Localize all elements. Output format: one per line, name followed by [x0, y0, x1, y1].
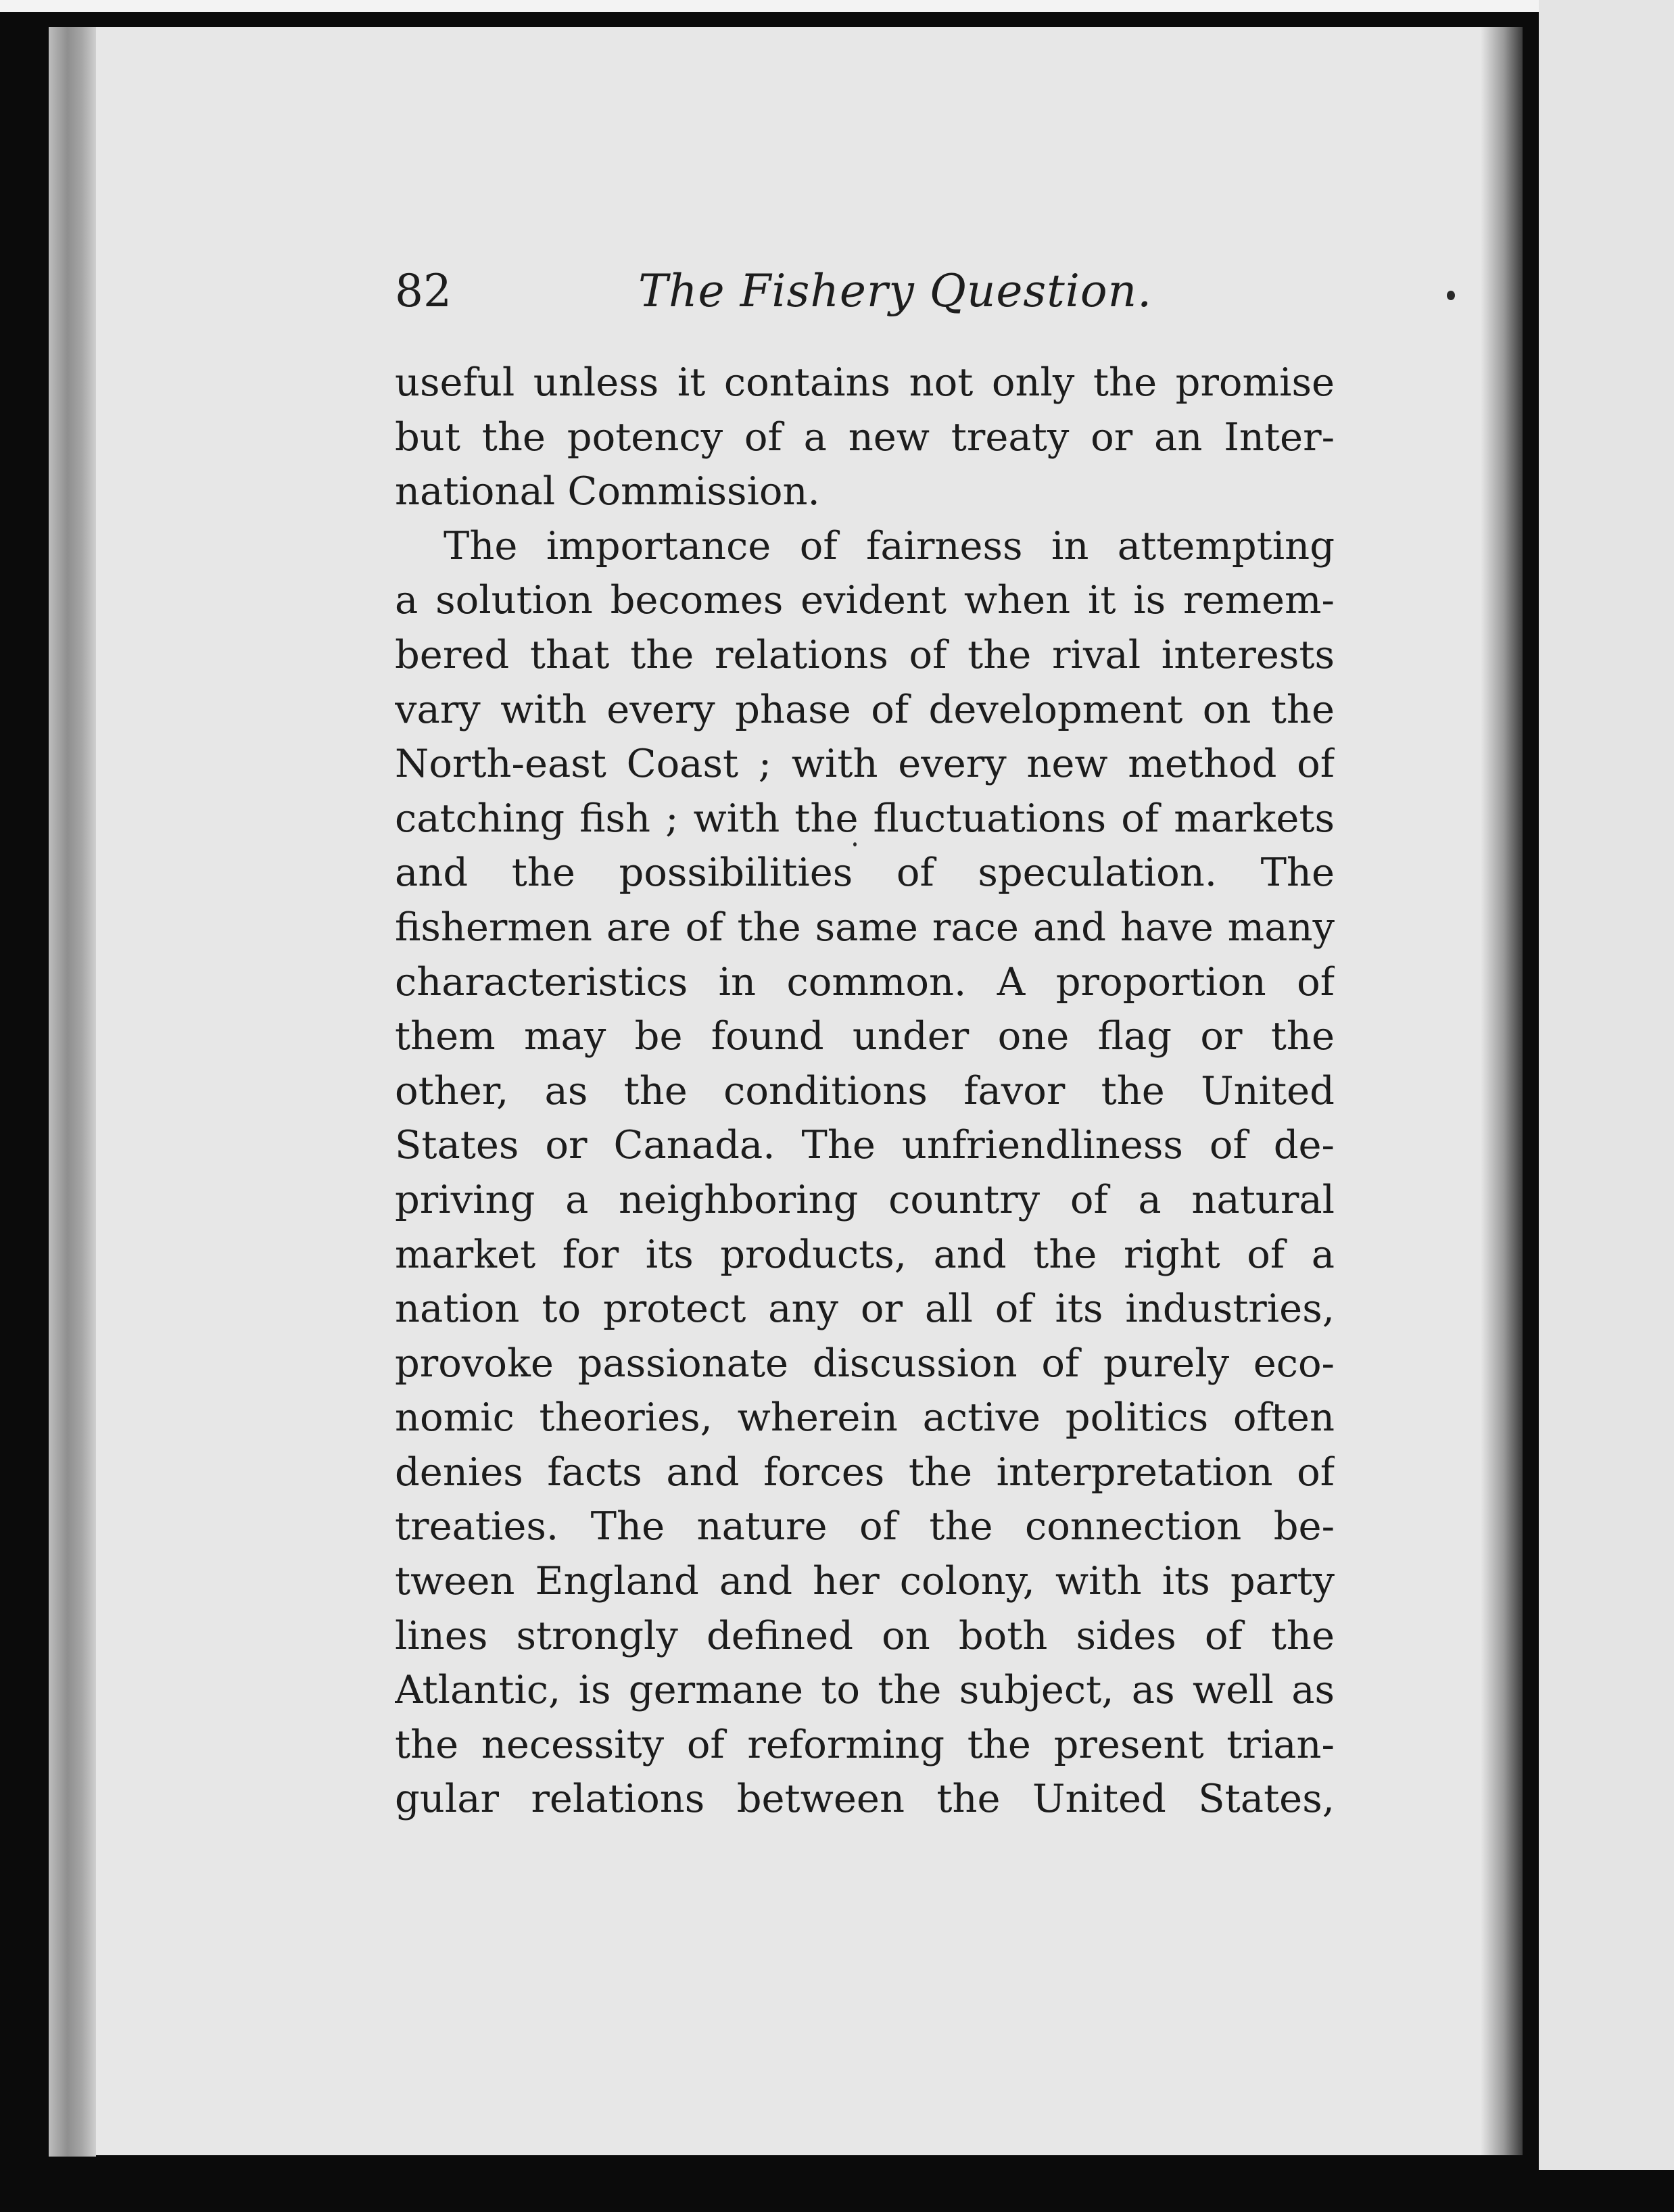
- text-line: characteristics in common. A proportion of: [395, 959, 1335, 1005]
- running-head: [395, 265, 1341, 326]
- text-line: and the possibilities of speculation. The: [395, 850, 1335, 896]
- text-line: nomic theories, wherein active politics often: [395, 1395, 1335, 1441]
- text-line: The importance of fairness in attempting: [444, 523, 1335, 569]
- text-line: lines strongly defined on both sides of the: [395, 1612, 1335, 1658]
- facing-page-edge: [1539, 0, 1674, 2170]
- page-stack-edge: [49, 27, 96, 2157]
- text-line: catching fish ; with the fluctuations of markets: [395, 795, 1335, 841]
- text-line: useful unless it contains not only the promise: [395, 360, 1335, 405]
- scan-speck: [1447, 291, 1455, 300]
- text-line: them may be found under one flag or the: [395, 1013, 1335, 1059]
- text-line: but the potency of a new treaty or an Inter-: [395, 414, 1335, 460]
- page-number: 82: [395, 265, 452, 317]
- text-line: Atlantic, is germane to the subject, as well as: [395, 1667, 1335, 1713]
- text-line: North-east Coast ; with every new method of: [395, 741, 1335, 787]
- text-line: national Commission.: [395, 468, 820, 514]
- body-text: [395, 356, 1335, 1827]
- text-line: gular relations between the United States,: [395, 1776, 1335, 1822]
- text-line: tween England and her colony, with its party: [395, 1558, 1335, 1604]
- running-title: The Fishery Question.: [638, 265, 1153, 317]
- text-line: other, as the conditions favor the United: [395, 1067, 1335, 1113]
- scan-top-strip: [0, 0, 1674, 12]
- text-line: a solution becomes evident when it is remem-: [395, 577, 1335, 623]
- text-line: priving a neighboring country of a natural: [395, 1176, 1335, 1222]
- text-line: the necessity of reforming the present trian-: [395, 1721, 1335, 1767]
- text-line: States or Canada. The unfriendliness of de-: [395, 1122, 1335, 1168]
- text-line: nation to protect any or all of its industries,: [395, 1286, 1335, 1332]
- text-line: fishermen are of the same race and have many: [395, 904, 1335, 950]
- text-line: provoke passionate discussion of purely eco-: [395, 1340, 1335, 1386]
- text-line: bered that the relations of the rival interests: [395, 631, 1335, 677]
- text-line: denies facts and forces the interpretation of: [395, 1449, 1335, 1495]
- text-line: treaties. The nature of the connection be-: [395, 1504, 1335, 1549]
- text-line: vary with every phase of development on the: [395, 686, 1335, 732]
- gutter-shadow: [1481, 27, 1523, 2155]
- text-line: market for its products, and the right of a: [395, 1231, 1335, 1277]
